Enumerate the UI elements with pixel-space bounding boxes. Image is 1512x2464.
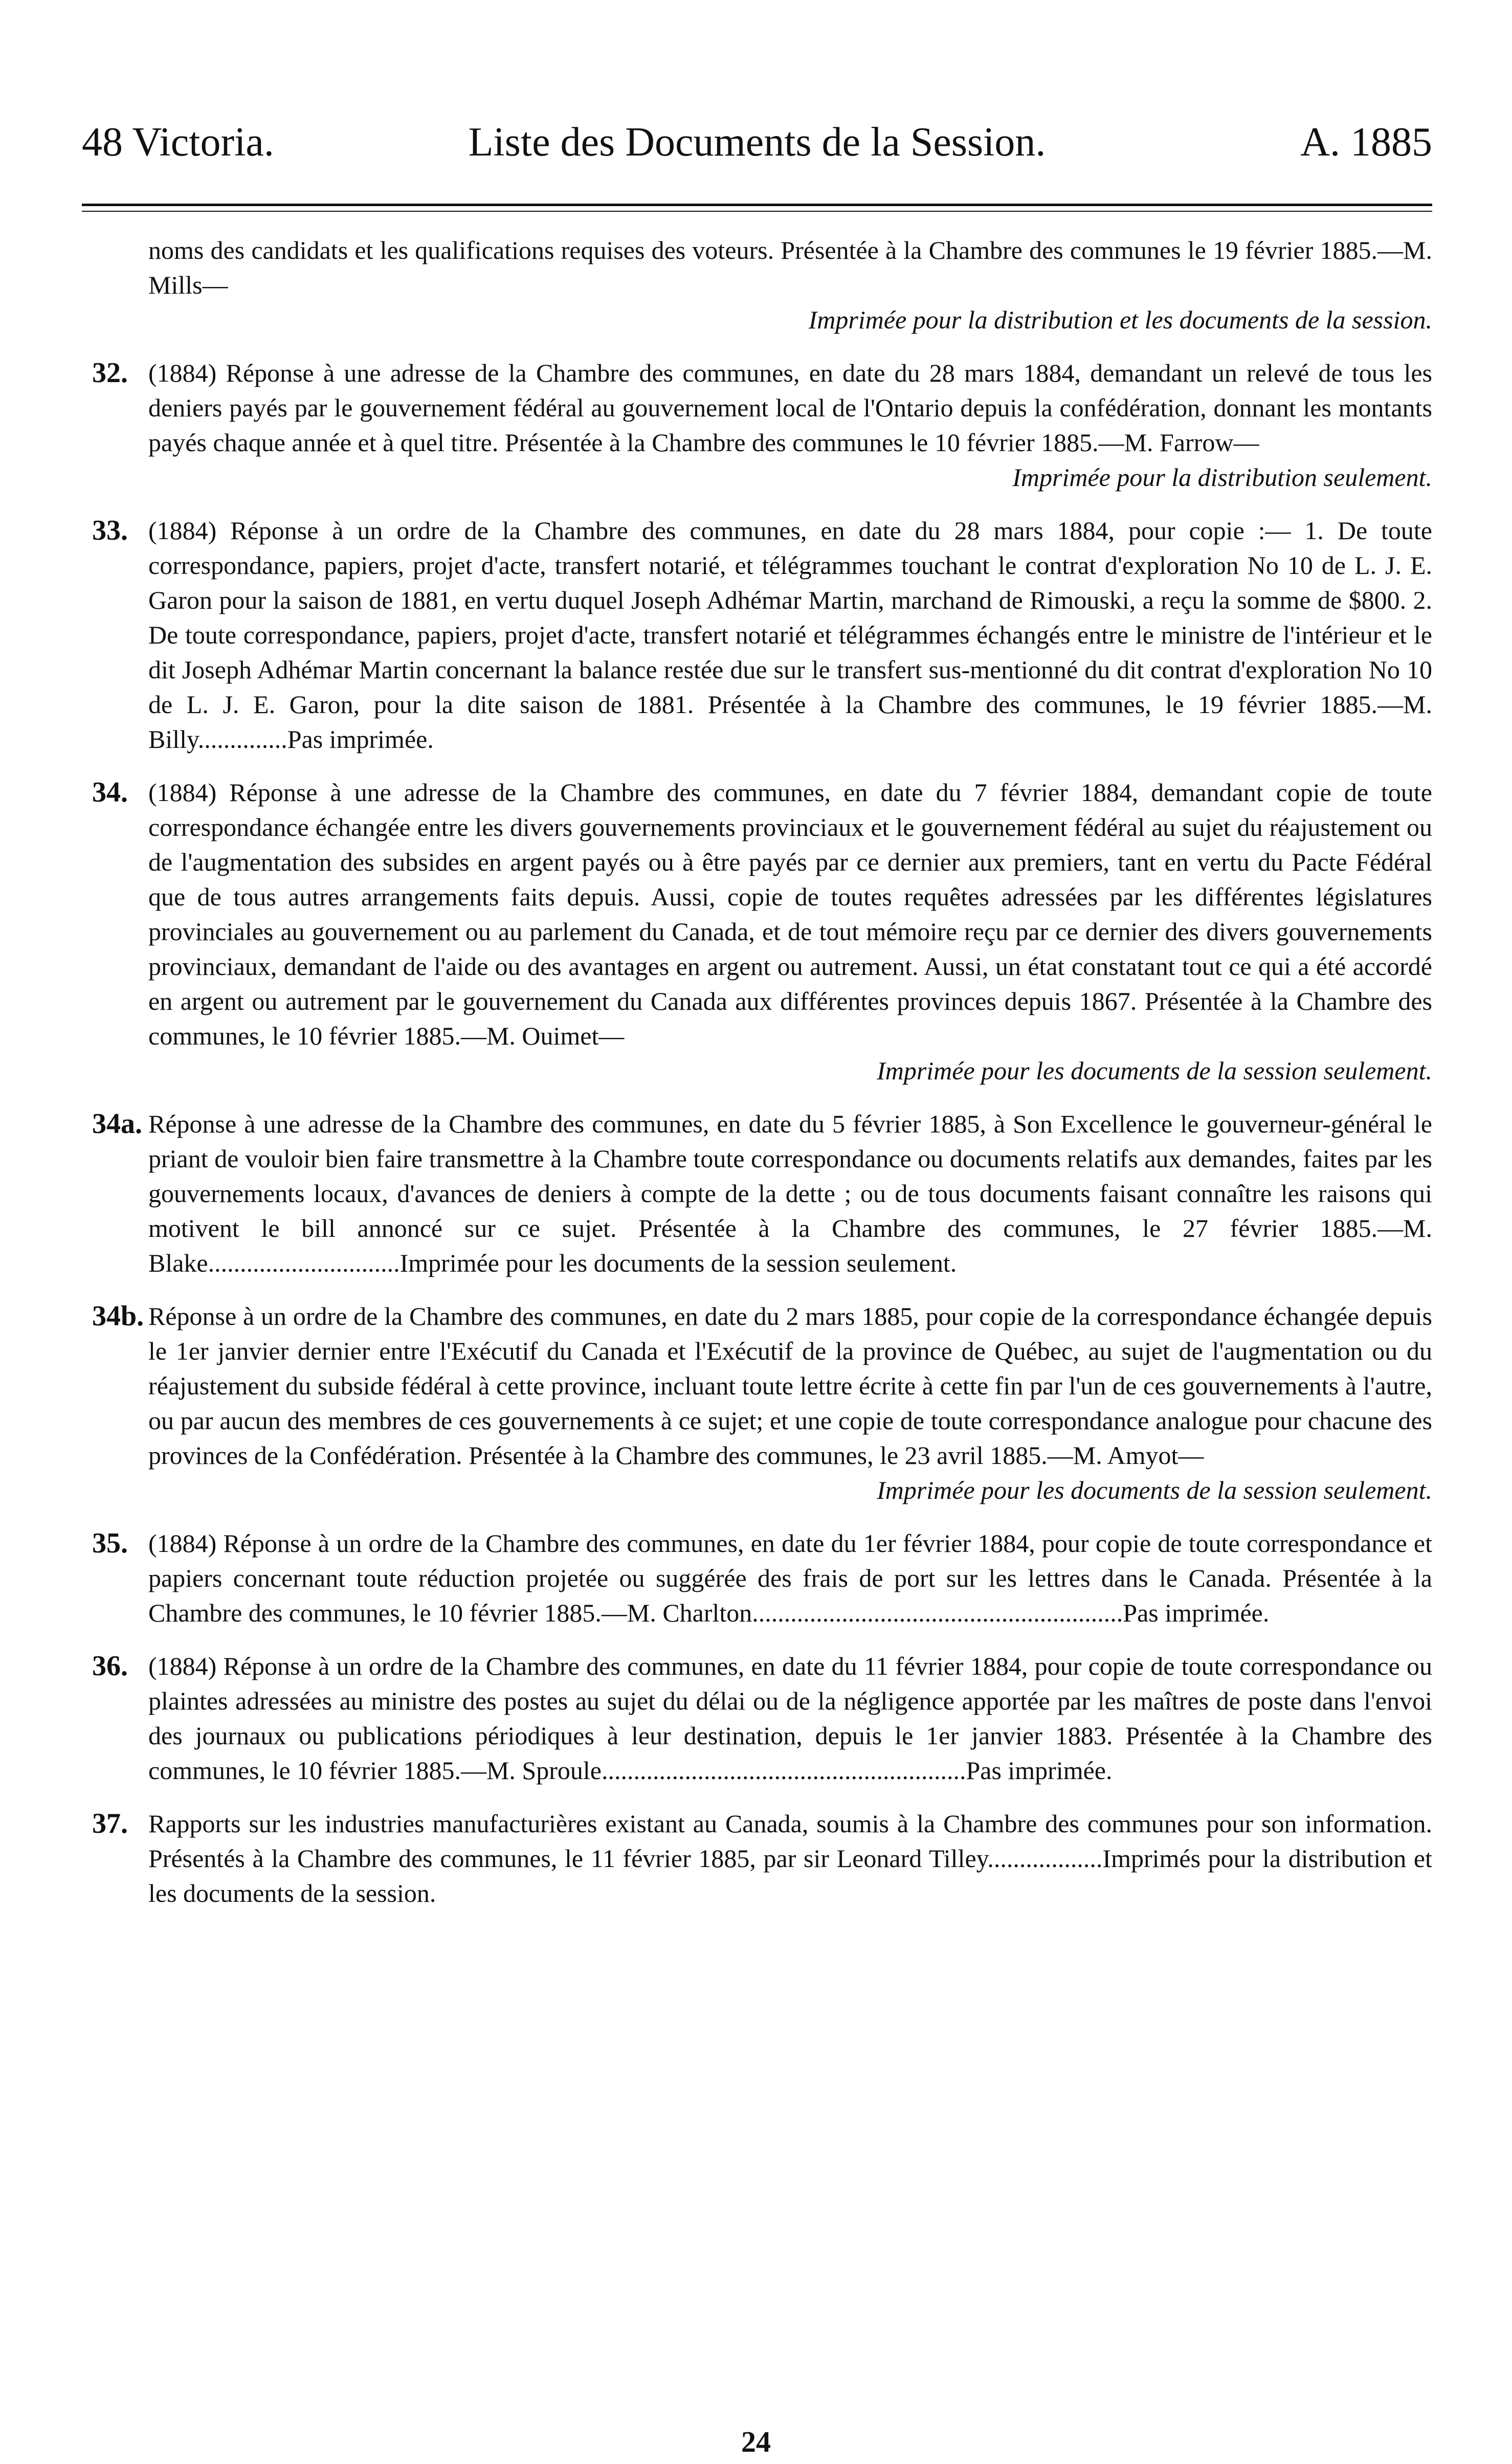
entry-32	[92, 356, 1432, 495]
entry-35	[92, 1526, 1432, 1630]
header-rule-thin	[82, 211, 1432, 212]
entry-number: 34.	[92, 776, 128, 808]
entry-34b	[92, 1299, 1432, 1507]
entry-note: Imprimée pour les documents de la session seulement.	[877, 1476, 1432, 1504]
entry-number: 37.	[92, 1808, 128, 1839]
entry-number: 36.	[92, 1650, 128, 1682]
entry-continued	[148, 233, 1432, 337]
entry-34	[92, 775, 1432, 1088]
entry-text: Réponse à une adresse de la Chambre des communes, en date du 5 février 1885, à Son Excellence le gouverneur-général le priant de vouloir bien faire transmettre à la Chambre toute correspondance ou documents relatifs aux demandes, faites par les gouvernements locaux, d'avances de deniers à compte de la dette ; ou de tous documents faisant connaître les raisons qui motivent le bill annoncé sur ce sujet. Présentée à la Chambre des communes, le 27 février 1885.—M. Blake..............................Imprimée pour les documents de la session seulement.	[148, 1109, 1432, 1277]
entry-36	[92, 1649, 1432, 1788]
entry-text: Rapports sur les industries manufacturières existant au Canada, soumis à la Chambre des communes pour son information. Présentés à la Chambre des communes, le 11 février 1885, par sir Leonard Tilley..................Imprimés pour la distribution et les documents de la session.	[148, 1809, 1432, 1907]
entry-number: 34b.	[92, 1300, 144, 1332]
entry-note: Imprimée pour la distribution et les documents de la session.	[808, 305, 1432, 334]
entry-note: Imprimée pour les documents de la session seulement.	[877, 1056, 1432, 1085]
entry-number: 34a.	[92, 1108, 142, 1140]
entry-text: (1884) Réponse à un ordre de la Chambre des communes, en date du 11 février 1884, pour copie de toute correspondance ou plaintes adressées au ministre des postes au sujet du délai ou de la négligence apportée par les maîtres de poste dans l'envoi des journaux ou publications périodiques à leur destination, depuis le 1er janvier 1883. Présentée à la Chambre des communes, le 10 février 1885.—M. Sproule.........................................................Pas imprimée.	[148, 1652, 1432, 1785]
header-left: 48 Victoria.	[82, 120, 274, 165]
header-title: Liste des Documents de la Session.	[468, 120, 1046, 165]
entry-text: Réponse à un ordre de la Chambre des communes, en date du 2 mars 1885, pour copie de la correspondance échangée depuis le 1er janvier dernier entre l'Exécutif du Canada et l'Exécutif de la province de Québec, au sujet de l'augmentation ou du réajustement du subside fédéral à cette province, incluant toute lettre écrite à cette fin par l'un de ces gouvernements à l'autre, ou par aucun des membres de ces gouvernements à ce sujet; et une copie de toute correspondance analogue pour chacune des provinces de la Confédération. Présentée à la Chambre des communes, le 23 avril 1885.—M. Amyot—	[148, 1302, 1432, 1470]
entry-34a	[92, 1106, 1432, 1280]
document-body	[92, 233, 1432, 1929]
entry-text: (1884) Réponse à un ordre de la Chambre des communes, en date du 1er février 1884, pour copie de toute correspondance et papiers concernant toute réduction projetée ou suggérée des frais de port sur les lettres dans le Canada. Présentée à la Chambre des communes, le 10 février 1885.—M. Charlton..........................................................Pas imprimée.	[148, 1529, 1432, 1627]
entry-33	[92, 513, 1432, 757]
entry-note: Imprimée pour la distribution seulement.	[1012, 463, 1432, 492]
entry-number: 35.	[92, 1527, 128, 1559]
entry-37	[92, 1806, 1432, 1911]
header-rule-thick	[82, 204, 1432, 206]
entry-text: (1884) Réponse à une adresse de la Chambre des communes, en date du 7 février 1884, demandant copie de toute correspondance échangée entre les divers gouvernements provinciaux et le gouvernement fédéral au sujet du réajustement ou de l'augmentation des subsides en argent payés ou à être payés par ce dernier aux premiers, tant en vertu du Pacte Fédéral que de tous autres arrangements faits depuis. Aussi, copie de toutes requêtes adressées par les différentes législatures provinciales au gouvernement ou au parlement du Canada, et de tout mémoire reçu par ce dernier des divers gouvernements provinciaux, demandant de l'aide ou des avantages en argent ou autrement. Aussi, un état constatant tout ce qui a été accordé en argent ou autrement par le gouvernement du Canada aux différentes provinces depuis 1867. Présentée à la Chambre des communes, le 10 février 1885.—M. Ouimet—	[148, 778, 1432, 1050]
entry-text: (1884) Réponse à un ordre de la Chambre des communes, en date du 28 mars 1884, pour copie :— 1. De toute correspondance, papiers, projet d'acte, transfert notarié, et télégrammes touchant le contrat d'exploration No 10 de L. J. E. Garon pour la saison de 1881, en vertu duquel Joseph Adhémar Martin, marchand de Rimouski, a reçu la somme de $800. 2. De toute correspondance, papiers, projet d'acte, transfert notarié et télégrammes échangés entre le ministre de l'intérieur et le dit Joseph Adhémar Martin concernant la balance restée due sur le transfert sus-mentionné du dit contrat d'exploration No 10 de L. J. E. Garon, pour la dite saison de 1881. Présentée à la Chambre des communes, le 19 février 1885.—M. Billy..............Pas imprimée.	[148, 516, 1432, 753]
entry-text: noms des candidats et les qualifications requises des voteurs. Présentée à la Chambre des communes le 19 février 1885.—M. Mills—	[148, 236, 1432, 299]
page-number: 24	[741, 2425, 771, 2458]
entry-text: (1884) Réponse à une adresse de la Chambre des communes, en date du 28 mars 1884, demandant un relevé de tous les deniers payés par le gouvernement fédéral au gouvernement local de l'Ontario depuis la confédération, donnant les montants payés chaque année et à quel titre. Présentée à la Chambre des communes le 10 février 1885.—M. Farrow—	[148, 359, 1432, 457]
running-header	[82, 112, 1432, 173]
entry-number: 32.	[92, 357, 128, 389]
header-right: A. 1885	[1300, 120, 1432, 165]
entry-number: 33.	[92, 515, 128, 546]
